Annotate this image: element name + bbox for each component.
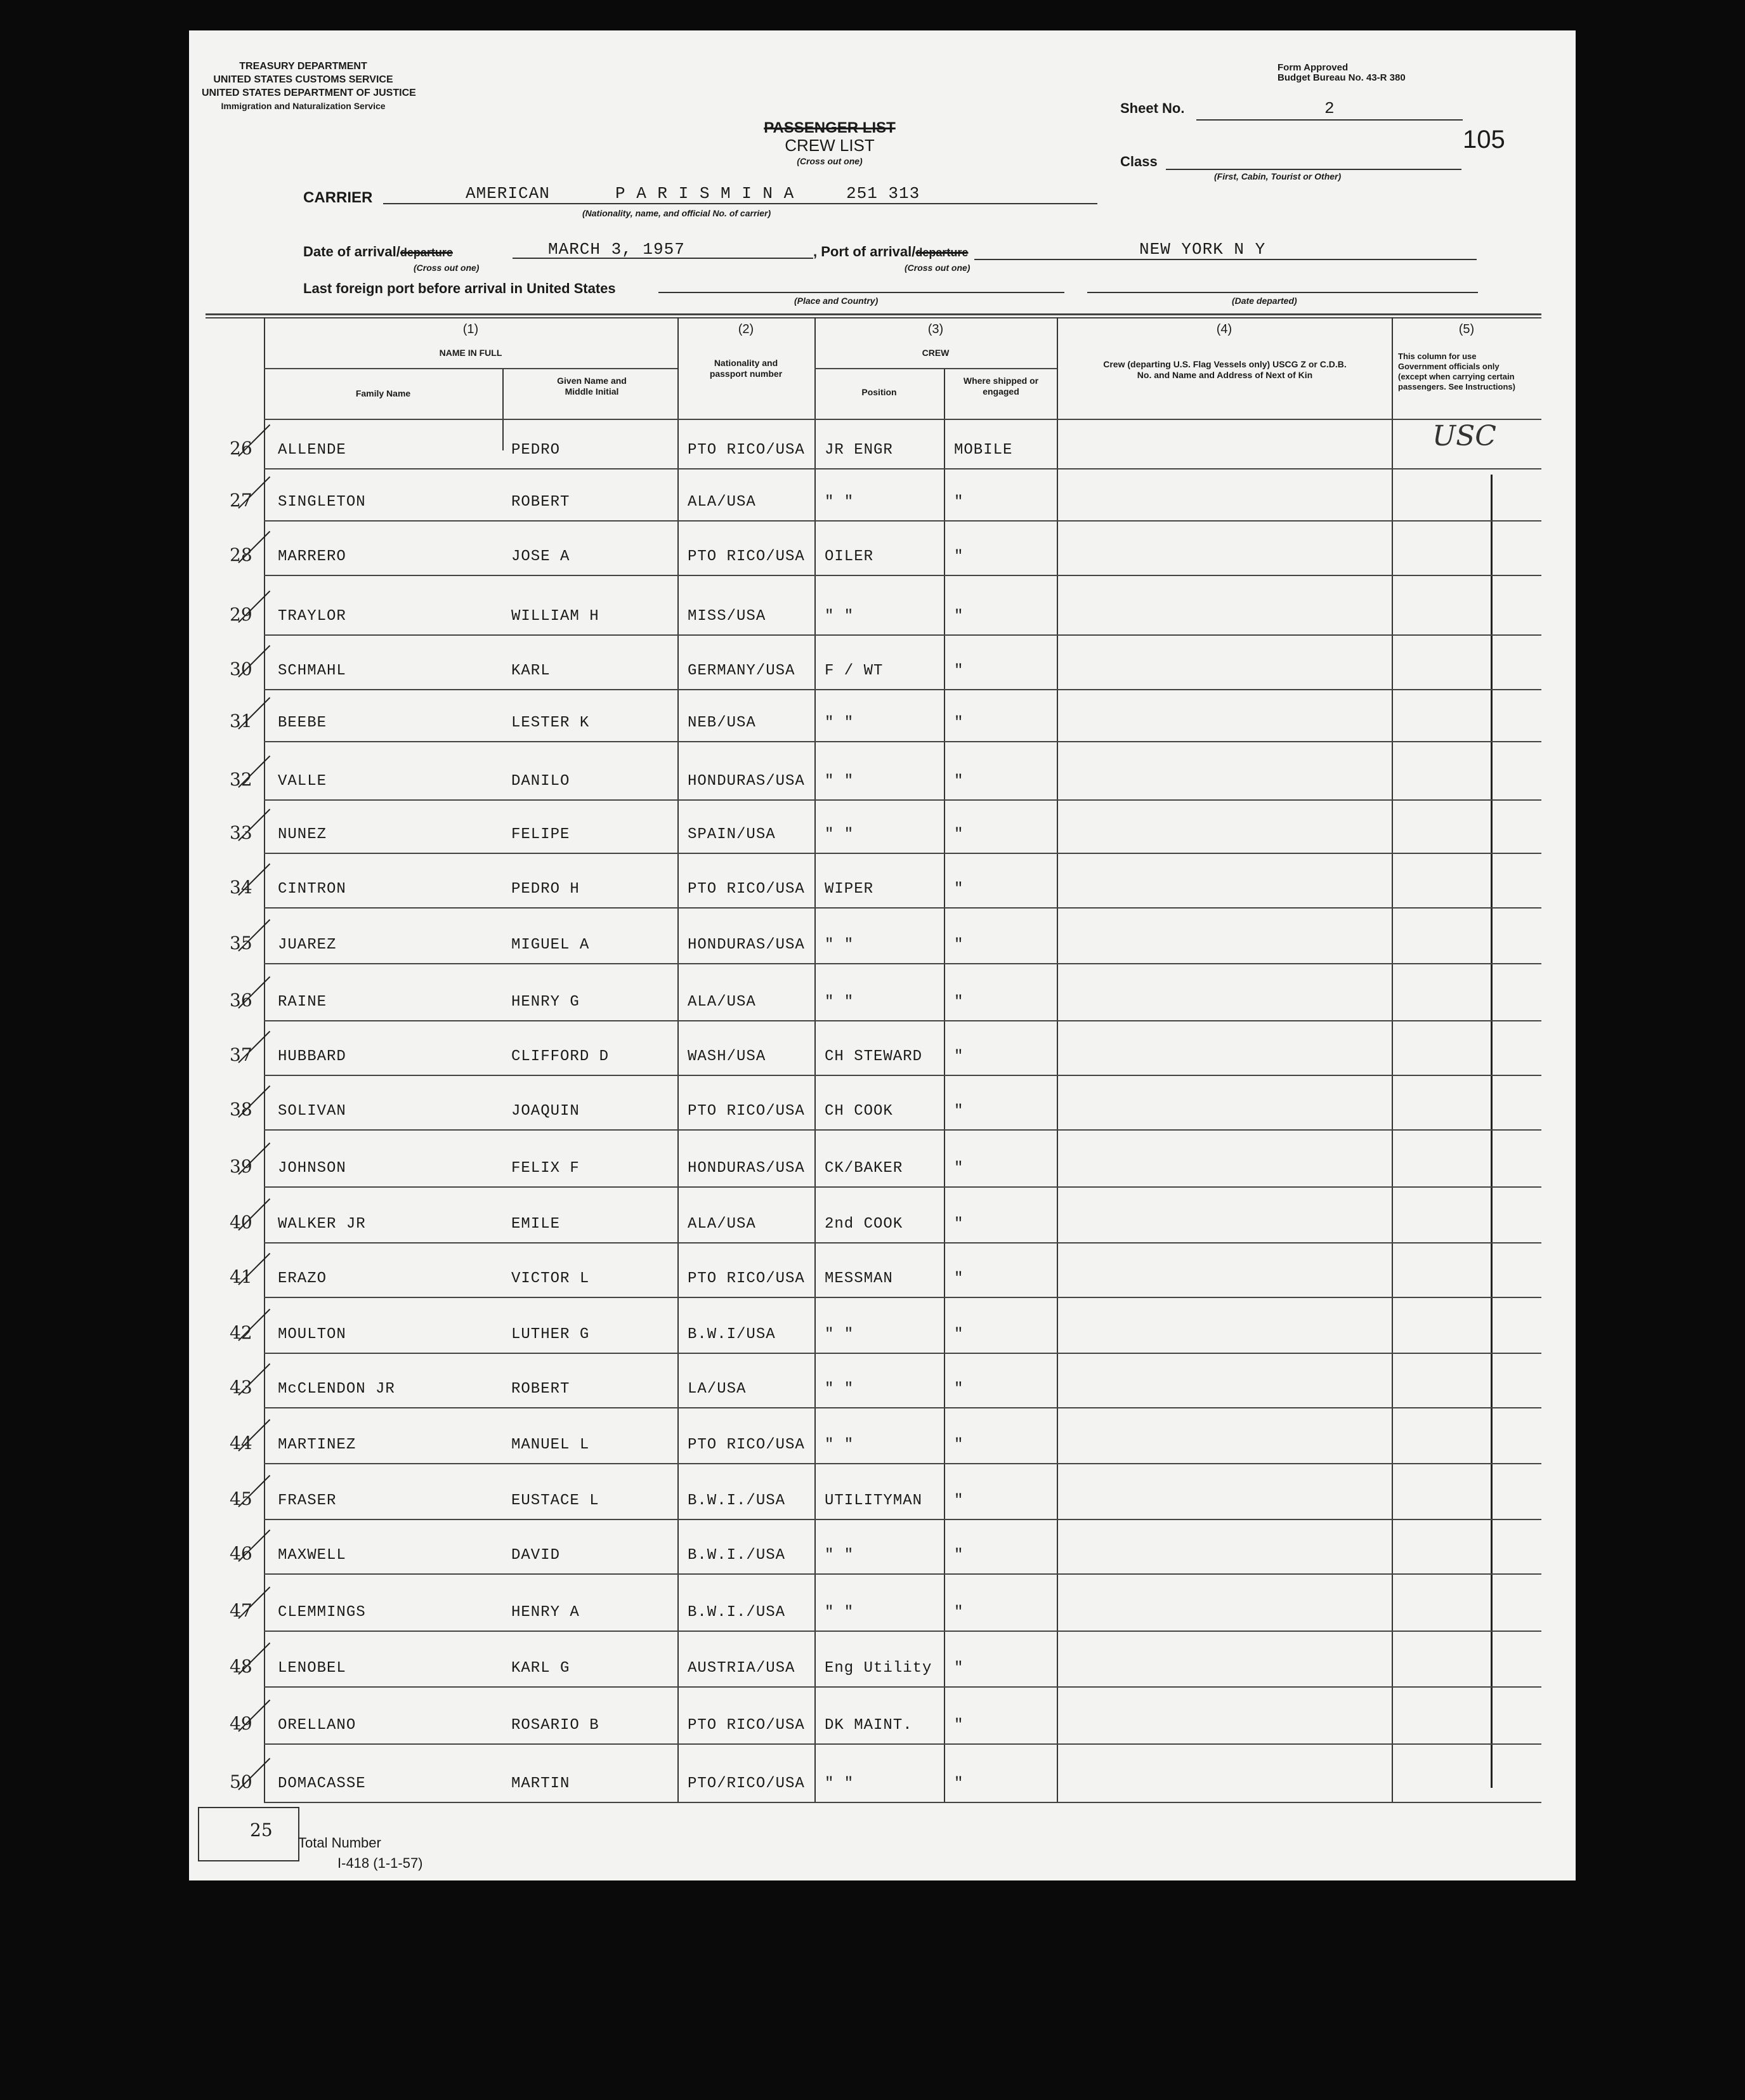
row-rule: [264, 1686, 1541, 1688]
row-number: 46: [230, 1543, 252, 1564]
last-port-underline: [658, 292, 1064, 293]
cell-shipped: ": [954, 773, 964, 790]
date-label: [303, 244, 453, 260]
cell-shipped: ": [954, 1660, 964, 1677]
row-number: 40: [230, 1212, 252, 1233]
row-number: 26: [230, 438, 252, 459]
row-rule: [264, 1297, 1541, 1298]
cell-nat: ALA/USA: [688, 994, 756, 1011]
cell-nat: WASH/USA: [688, 1048, 766, 1065]
row-rule: [264, 853, 1541, 854]
cell-nat: B.W.I./USA: [688, 1547, 786, 1564]
port-underline: [974, 259, 1477, 260]
cell-shipped: ": [954, 548, 964, 565]
cell-pos: " ": [825, 608, 854, 625]
cell-shipped: ": [954, 994, 964, 1011]
row-number: 34: [230, 877, 252, 898]
cell-pos: " ": [825, 1326, 854, 1343]
row-rule: [264, 799, 1541, 801]
cell-nat: HONDURAS/USA: [688, 1160, 805, 1177]
cell-nat: ALA/USA: [688, 1216, 756, 1233]
cell-family: MARRERO: [278, 548, 346, 565]
date-hint: (Cross out one): [414, 263, 480, 273]
page-number: 105: [1463, 126, 1505, 154]
cell-pos: DK MAINT.: [825, 1717, 913, 1734]
cell-family: HUBBARD: [278, 1048, 346, 1065]
cell-pos: JR ENGR: [825, 442, 893, 459]
form-approved: Form Approved: [1278, 62, 1349, 73]
cell-given: ROSARIO B: [511, 1717, 599, 1734]
cell-shipped: ": [954, 1775, 964, 1792]
row-number: 27: [230, 490, 252, 511]
cell-nat: B.W.I./USA: [688, 1604, 786, 1621]
cell-family: MAXWELL: [278, 1547, 346, 1564]
cell-pos: CH STEWARD: [825, 1048, 923, 1065]
row-number: 38: [230, 1099, 252, 1120]
total-label: Total Number: [298, 1835, 381, 1851]
cell-pos: " ": [825, 1381, 854, 1398]
row-number: 29: [230, 604, 252, 625]
cell-nat: ALA/USA: [688, 494, 756, 511]
cell-given: LESTER K: [511, 714, 590, 732]
cell-pos: " ": [825, 773, 854, 790]
header-rule: [814, 368, 1057, 369]
row-number: 31: [230, 711, 252, 732]
cell-nat: SPAIN/USA: [688, 826, 776, 843]
cell-pos: F / WT: [825, 662, 884, 679]
header-bottom-rule: [264, 419, 1541, 420]
col-border: [677, 317, 679, 1803]
agency-block: [202, 60, 416, 113]
date-label-text: Date of arrival/: [303, 244, 400, 259]
cell-pos: UTILITYMAN: [825, 1492, 923, 1509]
cell-nat: PTO/RICO/USA: [688, 1775, 805, 1792]
row-rule: [264, 1186, 1541, 1188]
cell-family: DOMACASSE: [278, 1775, 366, 1792]
col-border: [502, 368, 504, 450]
cell-pos: 2nd COOK: [825, 1216, 903, 1233]
col1-given-header: Given Name and Middle Initial: [557, 376, 627, 397]
col-border: [814, 317, 816, 1803]
col1-number: (1): [462, 322, 479, 336]
cell-family: ERAZO: [278, 1270, 327, 1287]
row-rule: [264, 1075, 1541, 1076]
date-value: MARCH 3, 1957: [548, 240, 685, 259]
col-border: [1057, 317, 1058, 1803]
row-rule: [264, 1573, 1541, 1575]
cell-nat: HONDURAS/USA: [688, 773, 805, 790]
cell-shipped: ": [954, 1717, 964, 1734]
total-value: 25: [250, 1820, 273, 1841]
cell-pos: " ": [825, 494, 854, 511]
row-number: 37: [230, 1044, 252, 1065]
cell-shipped: ": [954, 1048, 964, 1065]
row-rule: [264, 468, 1541, 469]
cell-shipped: ": [954, 1103, 964, 1120]
cell-given: JOAQUIN: [511, 1103, 580, 1120]
passenger-list-struck: PASSENGER LIST: [764, 119, 896, 136]
row-number: 42: [230, 1322, 252, 1343]
date-departed-underline: [1087, 292, 1478, 293]
cell-family: ORELLANO: [278, 1717, 356, 1734]
col1-family-header: Family Name: [355, 388, 411, 398]
cell-given: PEDRO H: [511, 881, 580, 898]
cell-given: LUTHER G: [511, 1326, 590, 1343]
cell-family: FRASER: [278, 1492, 337, 1509]
class-label: Class: [1120, 154, 1158, 169]
cell-nat: AUSTRIA/USA: [688, 1660, 795, 1677]
form-title: CREW LIST: [785, 136, 875, 155]
row-number: 44: [230, 1433, 252, 1454]
header-rule: [264, 368, 677, 369]
cell-pos: " ": [825, 1604, 854, 1621]
cell-given: KARL: [511, 662, 551, 679]
row-rule: [264, 634, 1541, 636]
row-rule: [264, 741, 1541, 742]
row-number: 50: [230, 1771, 252, 1792]
cell-shipped: ": [954, 936, 964, 954]
cell-shipped: ": [954, 662, 964, 679]
cell-given: HENRY A: [511, 1604, 580, 1621]
row-rule: [264, 520, 1541, 522]
carrier-underline: [383, 203, 1097, 204]
cell-pos: CH COOK: [825, 1103, 893, 1120]
cell-pos: Eng Utility: [825, 1660, 932, 1677]
cell-family: TRAYLOR: [278, 608, 346, 625]
col3-number: (3): [927, 322, 944, 336]
carrier-label: CARRIER: [303, 189, 373, 206]
cell-given: ROBERT: [511, 494, 570, 511]
date-departed-hint: (Date departed): [1232, 296, 1297, 306]
cell-family: SINGLETON: [278, 494, 366, 511]
port-value: NEW YORK N Y: [1139, 240, 1266, 259]
cell-shipped: ": [954, 1326, 964, 1343]
col-border: [944, 368, 945, 1803]
table-top-rule-2: [206, 317, 1541, 318]
sheet-underline: [1196, 119, 1463, 121]
cross-out-hint: (Cross out one): [797, 156, 863, 166]
cell-nat: PTO RICO/USA: [688, 881, 805, 898]
row-rule: [264, 575, 1541, 576]
cell-family: CLEMMINGS: [278, 1604, 366, 1621]
cell-family: RAINE: [278, 994, 327, 1011]
cell-family: CINTRON: [278, 881, 346, 898]
row-number: 48: [230, 1656, 252, 1677]
cell-nat: B.W.I./USA: [688, 1492, 786, 1509]
form-number: I-418 (1-1-57): [337, 1855, 423, 1871]
row-rule: [264, 963, 1541, 964]
cell-given: PEDRO: [511, 442, 561, 459]
cell-nat: PTO RICO/USA: [688, 1717, 805, 1734]
cell-shipped: MOBILE: [954, 442, 1013, 459]
port-label-text: , Port of arrival/: [813, 244, 916, 259]
col5-title: This column for use Government officials only (except when carrying certain passengers. See Instructions): [1398, 351, 1515, 391]
usc-mark: USC: [1432, 420, 1496, 452]
cell-family: VALLE: [278, 773, 327, 790]
cell-given: KARL G: [511, 1660, 570, 1677]
agency-line: UNITED STATES CUSTOMS SERVICE: [213, 74, 393, 85]
carrier-name: P A R I S M I N A: [615, 184, 795, 203]
cell-given: MIGUEL A: [511, 936, 590, 954]
cell-given: DAVID: [511, 1547, 561, 1564]
row-rule: [264, 1463, 1541, 1464]
cell-nat: PTO RICO/USA: [688, 1103, 805, 1120]
total-box: [198, 1807, 299, 1861]
cell-family: McCLENDON JR: [278, 1381, 395, 1398]
sheet-value: 2: [1324, 99, 1335, 118]
col3-title: CREW: [922, 348, 950, 358]
cell-family: JOHNSON: [278, 1160, 346, 1177]
cell-nat: LA/USA: [688, 1381, 747, 1398]
agency-line: TREASURY DEPARTMENT: [239, 61, 367, 72]
row-number: 28: [230, 544, 252, 565]
port-struck: departure: [915, 246, 969, 259]
cell-family: ALLENDE: [278, 442, 346, 459]
cell-family: SCHMAHL: [278, 662, 346, 679]
class-underline: [1166, 169, 1461, 170]
cell-nat: PTO RICO/USA: [688, 548, 805, 565]
cell-given: CLIFFORD D: [511, 1048, 610, 1065]
cell-shipped: ": [954, 714, 964, 732]
col5-number: (5): [1458, 322, 1475, 336]
row-rule: [264, 907, 1541, 909]
cell-shipped: ": [954, 1216, 964, 1233]
cell-family: BEEBE: [278, 714, 327, 732]
row-rule: [264, 1802, 1541, 1803]
cell-shipped: ": [954, 881, 964, 898]
row-rule: [264, 1020, 1541, 1021]
row-rule: [264, 1743, 1541, 1745]
col-border: [1392, 317, 1393, 1803]
cell-family: LENOBEL: [278, 1660, 346, 1677]
cell-pos: WIPER: [825, 881, 874, 898]
cell-pos: MESSMAN: [825, 1270, 893, 1287]
cell-family: SOLIVAN: [278, 1103, 346, 1120]
class-hint: (First, Cabin, Tourist or Other): [1214, 171, 1342, 181]
cell-family: JUAREZ: [278, 936, 337, 954]
port-hint: (Cross out one): [905, 263, 971, 273]
row-number: 47: [230, 1600, 252, 1621]
cell-family: NUNEZ: [278, 826, 327, 843]
cell-pos: " ": [825, 994, 854, 1011]
sheet-label: Sheet No.: [1120, 100, 1185, 116]
col3-shipped-header: Where shipped or engaged: [963, 376, 1039, 397]
col2-number: (2): [738, 322, 754, 336]
col-border: [264, 317, 265, 1803]
cell-pos: " ": [825, 936, 854, 954]
cell-family: WALKER JR: [278, 1216, 366, 1233]
port-label: [813, 244, 968, 260]
cell-given: DANILO: [511, 773, 570, 790]
row-number: 43: [230, 1377, 252, 1398]
cell-nat: HONDURAS/USA: [688, 936, 805, 954]
row-rule: [264, 689, 1541, 690]
row-number: 36: [230, 990, 252, 1011]
cell-shipped: ": [954, 1270, 964, 1287]
cell-pos: OILER: [825, 548, 874, 565]
row-number: 33: [230, 822, 252, 843]
cell-given: FELIPE: [511, 826, 570, 843]
row-number: 45: [230, 1488, 252, 1509]
cell-nat: PTO RICO/USA: [688, 442, 805, 459]
crew-list-form: [189, 30, 1576, 1880]
col4-title: Crew (departing U.S. Flag Vessels only) USCG Z or C.D.B. No. and Name and Address of Next of Kin: [1103, 359, 1347, 380]
row-rule: [264, 1407, 1541, 1408]
cell-given: ROBERT: [511, 1381, 570, 1398]
row-number: 39: [230, 1156, 252, 1177]
row-number: 49: [230, 1713, 252, 1734]
cell-shipped: ": [954, 1547, 964, 1564]
cell-given: JOSE A: [511, 548, 570, 565]
cell-family: MARTINEZ: [278, 1436, 356, 1454]
cell-shipped: ": [954, 1381, 964, 1398]
col4-number: (4): [1216, 322, 1232, 336]
carrier-hint: (Nationality, name, and official No. of carrier): [582, 208, 771, 218]
row-number: 41: [230, 1266, 252, 1287]
last-port-label: Last foreign port before arrival in United States: [303, 280, 616, 296]
cell-family: MOULTON: [278, 1326, 346, 1343]
cell-pos: CK/BAKER: [825, 1160, 903, 1177]
agency-line: UNITED STATES DEPARTMENT OF JUSTICE: [202, 88, 416, 98]
cell-shipped: ": [954, 1436, 964, 1454]
cell-given: EUSTACE L: [511, 1492, 599, 1509]
carrier-nationality: AMERICAN: [466, 184, 550, 203]
row-rule: [264, 1519, 1541, 1520]
carrier-number: 251 313: [846, 184, 920, 203]
cell-pos: " ": [825, 1547, 854, 1564]
cell-given: MANUEL L: [511, 1436, 590, 1454]
cell-pos: " ": [825, 1775, 854, 1792]
row-number: 35: [230, 933, 252, 954]
cell-pos: " ": [825, 714, 854, 732]
place-hint: (Place and Country): [794, 296, 879, 306]
row-number: 30: [230, 659, 252, 679]
cell-nat: GERMANY/USA: [688, 662, 795, 679]
row-rule: [264, 1242, 1541, 1244]
budget-bureau: Budget Bureau No. 43-R 380: [1278, 72, 1406, 83]
date-struck: departure: [400, 246, 453, 259]
cell-given: VICTOR L: [511, 1270, 590, 1287]
cell-nat: MISS/USA: [688, 608, 766, 625]
agency-line: Immigration and Naturalization Service: [221, 101, 386, 111]
cell-shipped: ": [954, 494, 964, 511]
pen-line: [1491, 475, 1493, 1788]
row-rule: [264, 1129, 1541, 1131]
cell-nat: PTO RICO/USA: [688, 1436, 805, 1454]
cell-nat: PTO RICO/USA: [688, 1270, 805, 1287]
row-rule: [264, 1631, 1541, 1632]
cell-shipped: ": [954, 1160, 964, 1177]
cell-shipped: ": [954, 826, 964, 843]
cell-pos: " ": [825, 1436, 854, 1454]
cell-given: HENRY G: [511, 994, 580, 1011]
cell-shipped: ": [954, 1492, 964, 1509]
row-rule: [264, 1353, 1541, 1354]
cell-shipped: ": [954, 1604, 964, 1621]
table-top-rule: [206, 313, 1541, 315]
cell-nat: B.W.I/USA: [688, 1326, 776, 1343]
cell-nat: NEB/USA: [688, 714, 756, 732]
cell-given: WILLIAM H: [511, 608, 599, 625]
cell-pos: " ": [825, 826, 854, 843]
cell-given: FELIX F: [511, 1160, 580, 1177]
col3-position-header: Position: [861, 387, 897, 397]
col1-title: NAME IN FULL: [439, 348, 502, 358]
row-number: 32: [230, 769, 252, 790]
col2-title: Nationality and passport number: [709, 358, 783, 379]
cell-shipped: ": [954, 608, 964, 625]
cell-given: MARTIN: [511, 1775, 570, 1792]
cell-given: EMILE: [511, 1216, 561, 1233]
